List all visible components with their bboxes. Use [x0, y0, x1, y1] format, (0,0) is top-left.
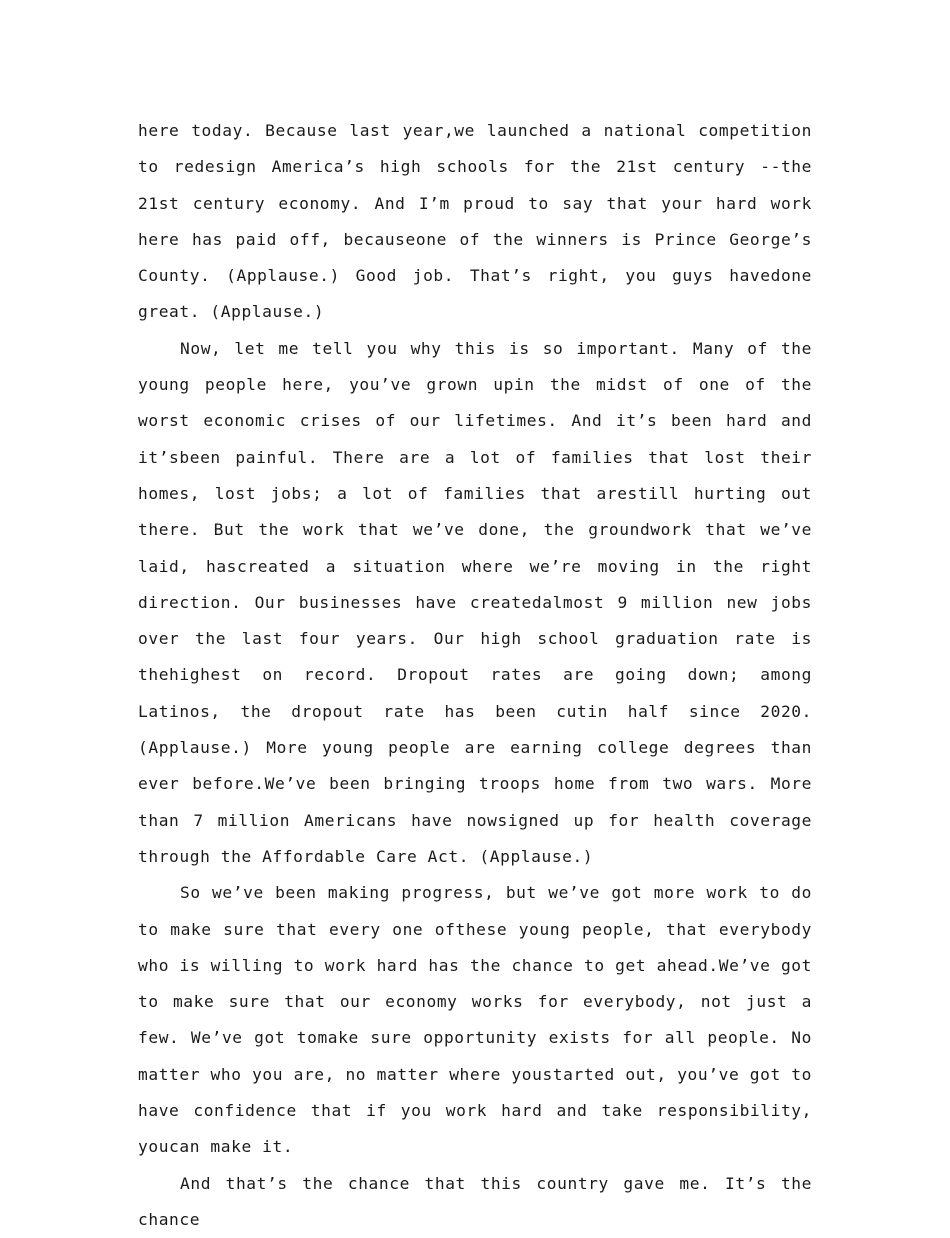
document-page: [138, 113, 812, 1238]
paragraph-continuation: here today. Because last year,we launched a national competition to redesign America’s high schools for the 21st century --the 21st century economy. And I’m proud to say that your hard work here has paid off, becauseone of the winners is Prince George’s County. (Applause.) Good job. That’s right, you guys havedone great. (Applause.): [138, 121, 812, 322]
paragraph-chance: And that’s the chance that this country gave me. It’s the chance: [138, 1173, 812, 1229]
paragraph-progress: So we’ve been making progress, but we’ve got more work to do to make sure that every one ofthese young people, that everybody who is willing to work hard has the chance to get ahead.We’ve got to make sure that our economy works for everybody, not just a few. We’ve got tomake sure opportunity exists for all people. No matter who you are, no matter where youstarted out, you’ve got to have confidence that if you work hard and take responsibility, youcan make it.: [138, 883, 812, 1157]
paragraph-economy: Now, let me tell you why this is so important. Many of the young people here, you’ve grown upin the midst of one of the worst economic crises of our lifetimes. And it’s been hard and it’sbeen painful. There are a lot of families that lost their homes, lost jobs; a lot of families that arestill hurting out there. But the work that we’ve done, the groundwork that we’ve laid, hascreated a situation where we’re moving in the right direction. Our businesses have createdalmost 9 million new jobs over the last four years. Our high school graduation rate is thehighest on record. Dropout rates are going down; among Latinos, the dropout rate has been cutin half since 2020. (Applause.) More young people are earning college degrees than ever before.We’ve been bringing troops home from two wars. More than 7 million Americans have nowsigned up for health coverage through the Affordable Care Act. (Applause.): [138, 338, 812, 866]
